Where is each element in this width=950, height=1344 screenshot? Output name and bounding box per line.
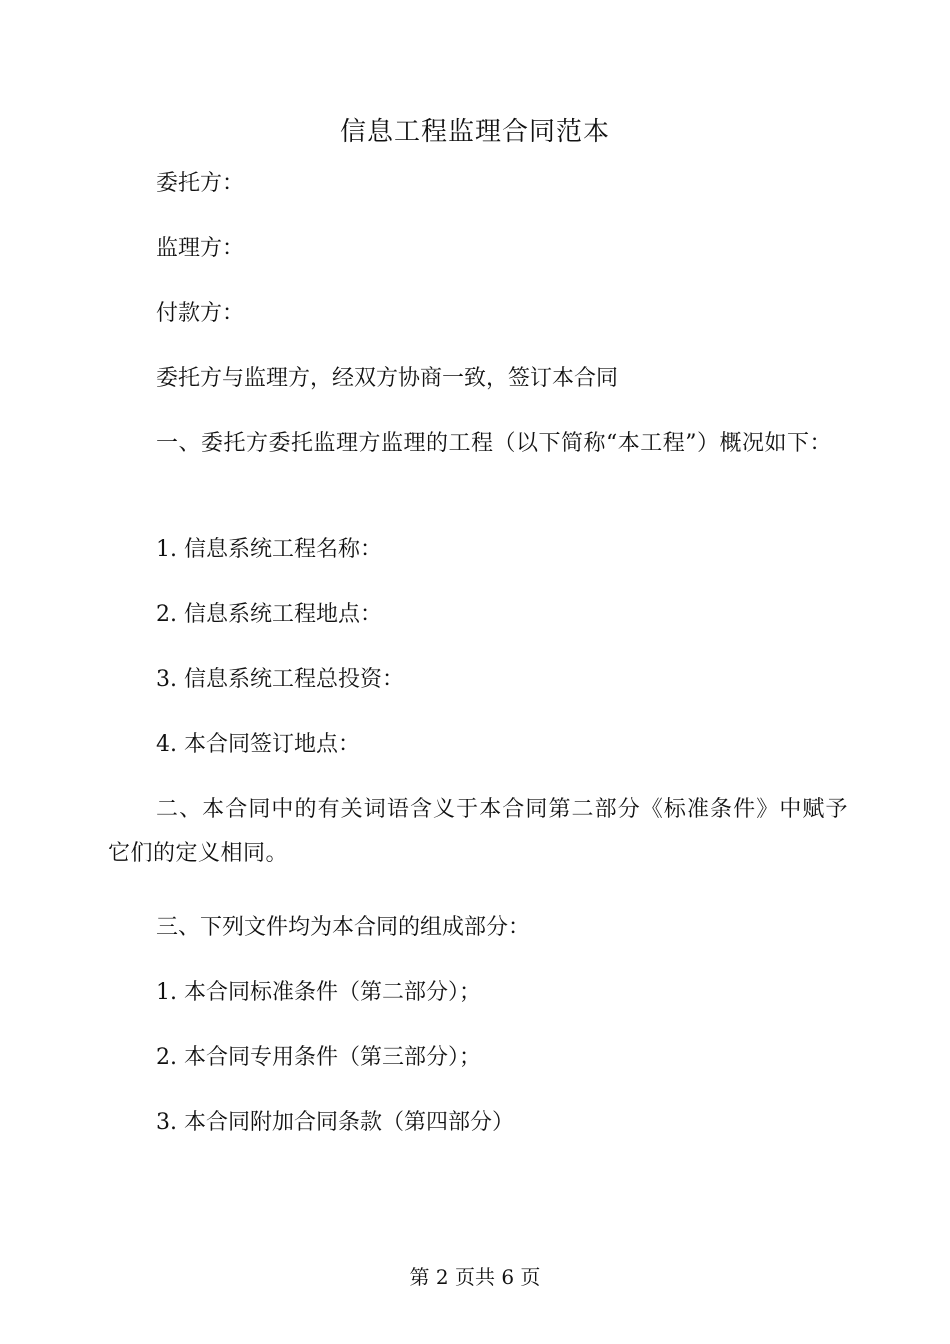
payer-party-label: 付款方： (156, 301, 245, 326)
supervisor-party-label: 监理方： (156, 236, 245, 261)
section-2-paragraph: 二、本合同中的有关词语含义于本合同第二部分《标准条件》中赋予它们的定义相同。 (108, 797, 848, 866)
section-1-item-name: 1. 信息系统工程名称： (156, 537, 382, 562)
intro-paragraph: 委托方与监理方，经双方协商一致，签订本合同 (156, 366, 619, 391)
document-title: 信息工程监理合同范本 (339, 117, 610, 147)
section-1-item-signing-place: 4. 本合同签订地点： (156, 732, 360, 757)
client-party-label: 委托方： (156, 171, 245, 196)
section-3-item-special-conditions: 2. 本合同专用条件（第三部分）； (156, 1045, 481, 1070)
section-3-heading: 三、下列文件均为本合同的组成部分： (156, 915, 531, 940)
section-3-item-additional-clauses: 3. 本合同附加合同条款（第四部分） (156, 1110, 514, 1135)
section-1-item-investment: 3. 信息系统工程总投资： (156, 667, 404, 692)
section-1-heading: 一、委托方委托监理方监理的工程（以下简称“本工程”）概况如下： (156, 431, 832, 456)
section-3-item-standard-conditions: 1. 本合同标准条件（第二部分）； (156, 980, 481, 1005)
page-number-footer: 第 2 页共 6 页 (409, 1265, 541, 1289)
section-1-item-location: 2. 信息系统工程地点： (156, 602, 382, 627)
